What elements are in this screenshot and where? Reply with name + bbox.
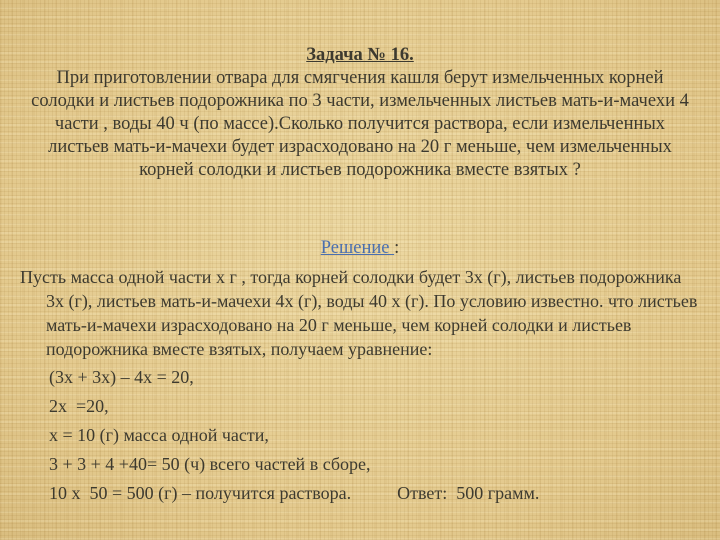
equation-step-4-text: 3 + 3 + 4 +40= 50 (ч) всего частей в сборе, — [49, 454, 371, 474]
answer-text: Ответ: 500 грамм. — [397, 483, 540, 503]
equation-step-1-text: (3х + 3х) – 4х = 20, — [49, 367, 194, 387]
equation-step-3 — [20, 423, 700, 447]
solution-link[interactable]: Решение — [320, 238, 395, 258]
task-title: Задача № 16. — [306, 45, 414, 65]
equation-step-3-text: х = 10 (г) масса одной части, — [49, 425, 269, 445]
solution-heading — [0, 237, 720, 260]
solution-body — [20, 265, 700, 505]
equation-step-1 — [20, 365, 700, 389]
equation-step-5 — [20, 481, 700, 505]
equation-step-5-text: 10 х 50 = 500 (г) – получится раствора. — [49, 483, 352, 503]
equation-step-4 — [20, 452, 700, 476]
solution-intro: Пусть масса одной части х г , тогда корней солодки будет 3х (г), листьев подорожника 3х (г), листьев мать-и-мачехи 4х (г), воды 40 х (г). По условию известно. что листьев мать-и-мачехи израсходовано на 20 г меньше, чем корней солодки и листьев подорожника вместе взятых, получаем уравнение: — [20, 267, 698, 359]
equation-step-2-text: 2х =20, — [49, 396, 109, 416]
solution-heading-colon: : — [394, 238, 400, 258]
task-text: При приготовлении отвара для смягчения кашля берут измельченных корней солодки и листьев подорожника по 3 части, измельченных листьев мать-и-мачехи 4 части , воды 40 ч (по массе).Сколько получится раствора, если измельченных листьев мать-и-мачехи будет израсходовано на 20 г меньше, чем измельченных корней солодки и листьев подорожника вместе взятых ? — [31, 68, 689, 180]
task-block — [28, 44, 692, 182]
equation-step-2 — [20, 394, 700, 418]
